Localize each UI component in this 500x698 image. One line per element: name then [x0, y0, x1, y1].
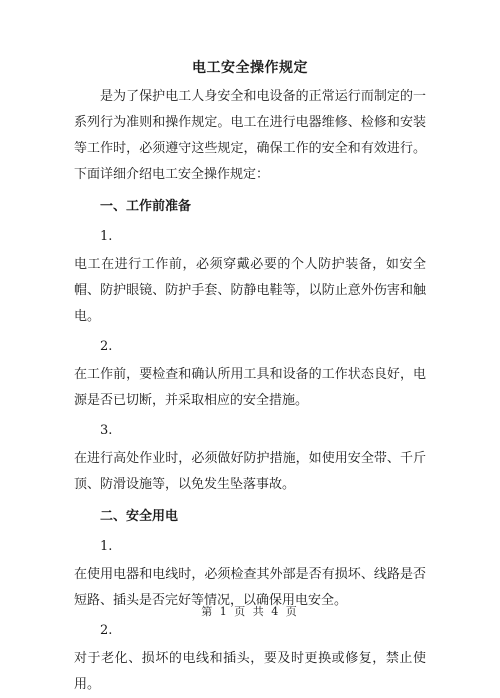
section-heading-preparation: 一、工作前准备 — [100, 199, 192, 214]
item-number: 1. — [100, 229, 113, 244]
item-text: 对于老化、损坏的电线和插头，要及时更换或修复，禁止使用。 — [74, 651, 426, 692]
item-text: 在使用电器和电线时，必须检查其外部是否有损坏、线路是否短路、插头是否完好等情况，以确保用电安全。 — [74, 567, 426, 608]
document-body — [74, 58, 426, 698]
item-number: 1. — [100, 539, 113, 554]
document-title: 电工安全操作规定 — [192, 60, 308, 76]
section-heading-safe-electricity: 二、安全用电 — [100, 509, 179, 524]
intro-paragraph: 是为了保护电工人身安全和电设备的正常运行而制定的一系列行为准则和操作规定。电工在进行电器维修、检修和安装等工作时，必须遵守这些规定，确保工作的安全和有效进行。下面详细介绍电工安全操作规定： — [74, 89, 426, 182]
item-number: 2. — [100, 339, 113, 354]
item-number: 2. — [100, 623, 113, 638]
item-text: 在工作前，要检查和确认所用工具和设备的工作状态良好，电源是否已切断，并采取相应的安全措施。 — [74, 367, 426, 408]
item-text: 电工在进行工作前，必须穿戴必要的个人防护装备，如安全帽、防护眼镜、防护手套、防静电鞋等，以防止意外伤害和触电。 — [74, 257, 426, 324]
page-footer: 第 1 页 共 4 页 — [201, 605, 299, 618]
item-number: 3. — [100, 423, 113, 438]
item-text: 在进行高处作业时，必须做好防护措施，如使用安全带、千斤顶、防滑设施等，以免发生坠落事故。 — [74, 451, 426, 492]
